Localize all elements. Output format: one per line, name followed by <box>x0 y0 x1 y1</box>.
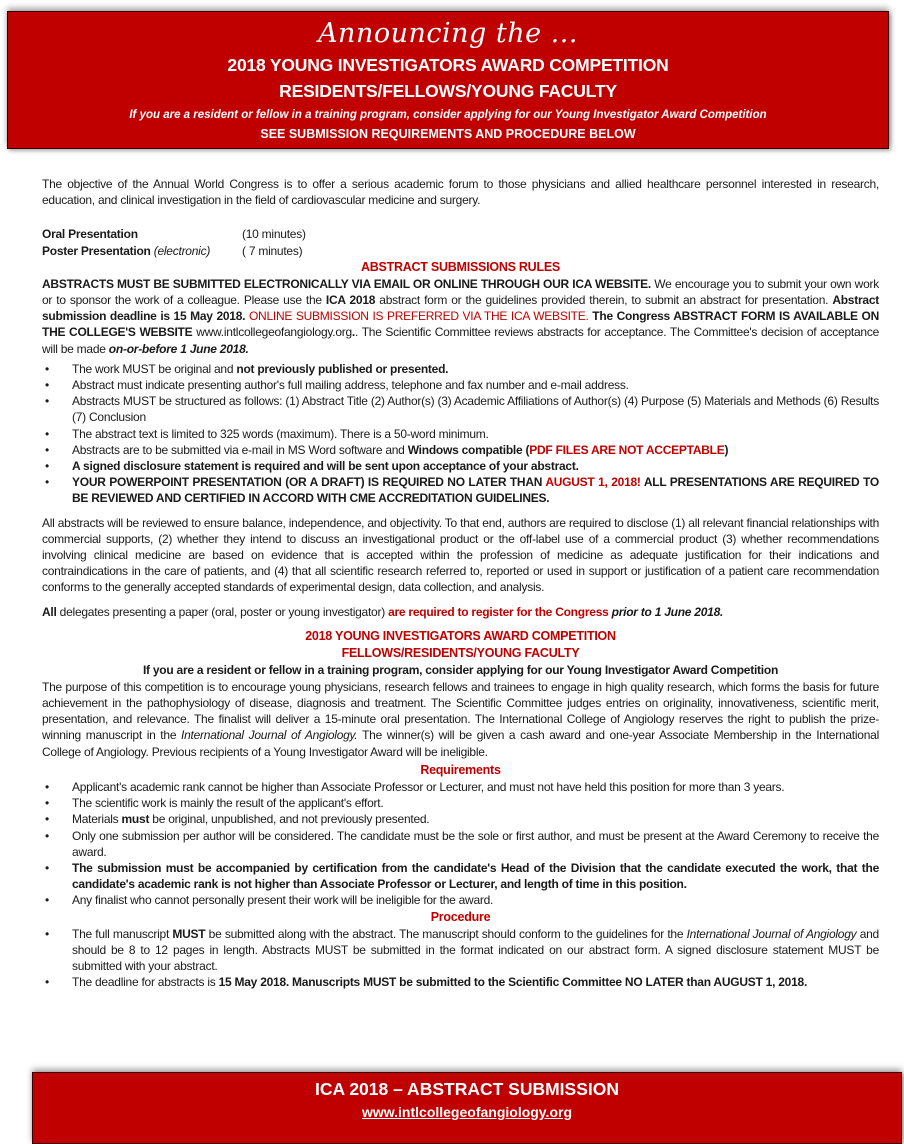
presentation-types <box>42 226 879 258</box>
competition-title: 2018 YOUNG INVESTIGATORS AWARD COMPETITION <box>227 55 669 75</box>
document-body <box>42 176 879 990</box>
intro-paragraph: The objective of the Annual World Congress is to offer a serious academic forum to those physicians and allied healthcare personnel interested in research, education, and clinical investigation in the field of cardiovascular medicine and surgery. <box>42 177 879 208</box>
competition-tagline: If you are a resident or fellow in a training program, consider applying for our Young Investigator Award Competition <box>129 109 767 121</box>
list-item: • The submission must be accompanied by certification from the candidate's Head of the Division that the candidate executed the work, that the candidate's academic rank is not higher than Associate Professor or Lecturer, and length of time in this position. <box>42 860 879 892</box>
yia-purpose-paragraph: The purpose of this competition is to encourage young physicians, research fellows and trainees to engage in high quality research, which forms the basis for future achievement in the pathophysiology of disease, diagnosis and treatment. The Scientific Committee judges entries on originality, innovativeness, scientific merit, presentation, and relevance. The finalist will deliver a 15-minute oral presentation. The International College of Angiology reserves the right to publish the prize-winning manuscript in the International Journal of Angiology. The winner(s) will be given a cash award and one-year Associate Membership in the International College of Angiology. Previous recipients of a Young Investigator Award will be ineligible. <box>42 679 879 759</box>
submission-website-link[interactable]: www.intlcollegeofangiology.org <box>362 1104 572 1120</box>
list-item: • Any finalist who cannot personally present their work will be ineligible for the award. <box>42 892 879 908</box>
list-item: • The full manuscript MUST be submitted along with the abstract. The manuscript should conform to the guidelines for the International Journal of Angiology and should be 8 to 12 pages in length. Abstracts MUST be submitted in the format indicated on our abstract form. A signed disclosure statement MUST be submitted with your abstract. <box>42 926 879 975</box>
list-item: • Abstracts are to be submitted via e-mail in MS Word software and Windows compatible (PDF FILES ARE NOT ACCEPTABLE) <box>42 442 879 458</box>
list-item: • Materials must be original, unpublished, and not previously presented. <box>42 811 879 827</box>
yia-title: 2018 YOUNG INVESTIGATORS AWARD COMPETITION <box>305 628 616 643</box>
competition-subtitle: RESIDENTS/FELLOWS/YOUNG FACULTY <box>279 81 617 101</box>
yia-subtitle: FELLOWS/RESIDENTS/YOUNG FACULTY <box>341 645 580 660</box>
announcing-heading: Announcing the ... <box>318 18 578 49</box>
college-website-link[interactable]: www.intlcollegeofangiology.org <box>196 325 352 340</box>
list-item: • The abstract text is limited to 325 words (maximum). There is a 50-word minimum. <box>42 426 879 442</box>
procedure-heading: Procedure <box>430 909 491 924</box>
list-item: • YOUR POWERPOINT PRESENTATION (OR A DRAFT) IS REQUIRED NO LATER THAN AUGUST 1, 2018! ALL PRESENTATIONS ARE REQUIRED TO BE REVIEWED AND CERTIFIED IN ACCORD WITH CME ACCREDITATION GUIDELINES. <box>42 474 879 506</box>
see-requirements-note: SEE SUBMISSION REQUIREMENTS AND PROCEDURE BELOW <box>260 127 636 141</box>
oral-presentation-label: Oral Presentation <box>42 227 138 242</box>
abstract-rules-list <box>42 361 879 507</box>
abstract-rules-heading: ABSTRACT SUBMISSIONS RULES <box>360 259 561 274</box>
list-item: • A signed disclosure statement is required and will be sent upon acceptance of your abstract. <box>42 458 879 474</box>
list-item: • The work MUST be original and not previously published or presented. <box>42 361 879 377</box>
requirements-heading: Requirements <box>420 762 501 777</box>
list-item: • Abstract must indicate presenting author's full mailing address, telephone and fax number and e-mail address. <box>42 377 879 393</box>
list-item: • The scientific work is mainly the result of the applicant's effort. <box>42 795 879 811</box>
registration-paragraph: All delegates presenting a paper (oral, poster or young investigator) are required to register for the Congress prior to 1 June 2018. <box>42 604 724 619</box>
poster-presentation-label: Poster Presentation (electronic) <box>42 243 211 258</box>
poster-presentation-duration: ( 7 minutes) <box>242 243 303 258</box>
abstract-rules-paragraph: ABSTRACTS MUST BE SUBMITTED ELECTRONICALLY VIA EMAIL OR ONLINE THROUGH OUR ICA WEBSITE. We encourage you to submit your own work or to sponsor the work of a colleague. Please use the ICA 2018 abstract form or the guidelines provided therein, to submit an abstract for presentation. Abstract submission deadline is 15 May 2018. ONLINE SUBMISSION IS PREFERRED VIA THE ICA WEBSITE. The Congress ABSTRACT FORM IS AVAILABLE ON THE COLLEGE'S WEBSITE www.intlcollegeofangiology.org.. The Scientific Committee reviews abstracts for acceptance. The Committee's decision of acceptance will be made on-or-before 1 June 2018. <box>42 276 880 356</box>
bottom-submission-banner <box>32 1072 902 1144</box>
list-item: • The deadline for abstracts is 15 May 2018. Manuscripts MUST be submitted to the Scientific Committee NO LATER than AUGUST 1, 2018. <box>42 974 879 990</box>
list-item: • Only one submission per author will be considered. The candidate must be the sole or first author, and must be present at the Award Ceremony to receive the award. <box>42 828 879 860</box>
requirements-list <box>42 779 879 909</box>
top-announcement-banner <box>7 11 889 149</box>
list-item: • Applicant's academic rank cannot be higher than Associate Professor or Lecturer, and must not have held this position for more than 3 years. <box>42 779 879 795</box>
submission-banner-title: ICA 2018 – ABSTRACT SUBMISSION <box>314 1079 620 1099</box>
disclosure-paragraph: All abstracts will be reviewed to ensure balance, independence, and objectivity. To that end, authors are required to disclose (1) all relevant financial relationships with commercial supports, (2) whether they intend to discuss an investigational product or the off-label use of a commercial product (3) whether recommendations involving clinical medicine are based on evidence that is accepted within the profession of medicine as adequate justification for their indications and contraindications in the care of patients, and (4) that all scientific research referred to, reported or used in support or justification of a patient care recommendation conforms to the generally accepted standards of experimental design, data collection, and analysis. <box>42 515 879 595</box>
procedure-list <box>42 926 879 991</box>
list-item: • Abstracts MUST be structured as follows: (1) Abstract Title (2) Author(s) (3) Academic Affiliations of Author(s) (4) Purpose (5) Materials and Methods (6) Results (7) Conclusion <box>42 393 879 425</box>
yia-tagline: If you are a resident or fellow in a training program, consider applying for our Young Investigator Award Competition <box>142 662 779 677</box>
oral-presentation-duration: (10 minutes) <box>242 227 306 242</box>
